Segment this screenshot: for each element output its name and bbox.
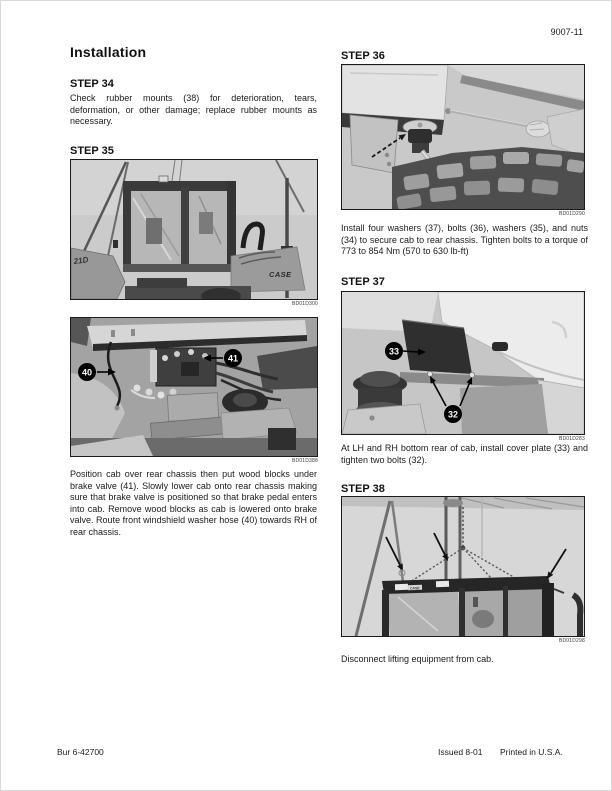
footer-issued: Issued 8-01 <box>438 747 483 757</box>
photo-caption: BD01D388 <box>291 458 318 464</box>
photo-caption: BD01D283 <box>558 436 585 442</box>
step-37-figure <box>341 291 585 442</box>
photo-caption: BD01D298 <box>558 638 585 644</box>
step-36-figure <box>341 64 585 217</box>
step-37-body: At LH and RH bottom rear of cab, install cover plate (33) and tighten two bolts (32). <box>341 443 588 465</box>
brand-label: CASE <box>269 270 292 279</box>
step-34-body: Check rubber mounts (38) for deterioration, tears, deformation, or other damage; replace rubber mounts as necessary. <box>70 93 317 126</box>
step-34-heading: STEP 34 <box>70 78 114 90</box>
dark-block <box>268 428 296 450</box>
bolt-right <box>469 372 474 377</box>
footer-printed: Printed in U.S.A. <box>500 747 563 757</box>
step-35-heading: STEP 35 <box>70 145 114 157</box>
step-35-body: Position cab over rear chassis then put wood blocks under brake valve (41). Slowly lower cab onto rear chassis making sure that brake valve is positioned so that brake pedal enters into cab. Remove wood blocks as cab is lowered onto brake valve. Route front windshield washer hose (40) towards RH of rear chassis. <box>70 469 317 537</box>
photo-caption: BD01D300 <box>291 301 318 307</box>
loader-cab <box>113 176 236 272</box>
svg-text:33: 33 <box>388 346 400 357</box>
step-38-heading: STEP 38 <box>341 483 385 495</box>
brake-valve-photo <box>70 317 318 457</box>
step-36-body: Install four washers (37), bolts (36), washers (35), and nuts (34) to secure cab to rear chassis. Tighten bolts to a torque of 773 to 854 Nm (570 to 630 lb-ft) <box>341 223 588 256</box>
step-36-heading: STEP 36 <box>341 50 385 62</box>
step-37-heading: STEP 37 <box>341 276 385 288</box>
model-label: 21D <box>73 255 89 266</box>
cover-plate-photo <box>341 291 585 435</box>
footer-publication-number: Bur 6-42700 <box>57 747 104 757</box>
roof-brand-label: CASE <box>409 586 420 591</box>
svg-text:32: 32 <box>447 409 459 420</box>
page-number: 9007-11 <box>550 27 583 37</box>
lifting-cab-photo <box>341 496 585 637</box>
lower-structure <box>460 384 548 434</box>
cover-plate <box>402 320 472 374</box>
photo-caption: BD01D290 <box>558 211 585 217</box>
svg-text:40: 40 <box>81 367 93 378</box>
loader-cab-photo <box>70 159 318 300</box>
svg-text:41: 41 <box>227 353 239 364</box>
section-title: Installation <box>70 44 147 60</box>
step-35-figure-2 <box>70 317 318 464</box>
cab <box>382 576 564 636</box>
torque-bolts-photo <box>341 64 585 210</box>
step-38-body: Disconnect lifting equipment from cab. <box>341 654 494 664</box>
step-38-figure <box>341 496 585 644</box>
bolt-left <box>427 371 432 376</box>
step-35-figure-1 <box>70 159 318 307</box>
